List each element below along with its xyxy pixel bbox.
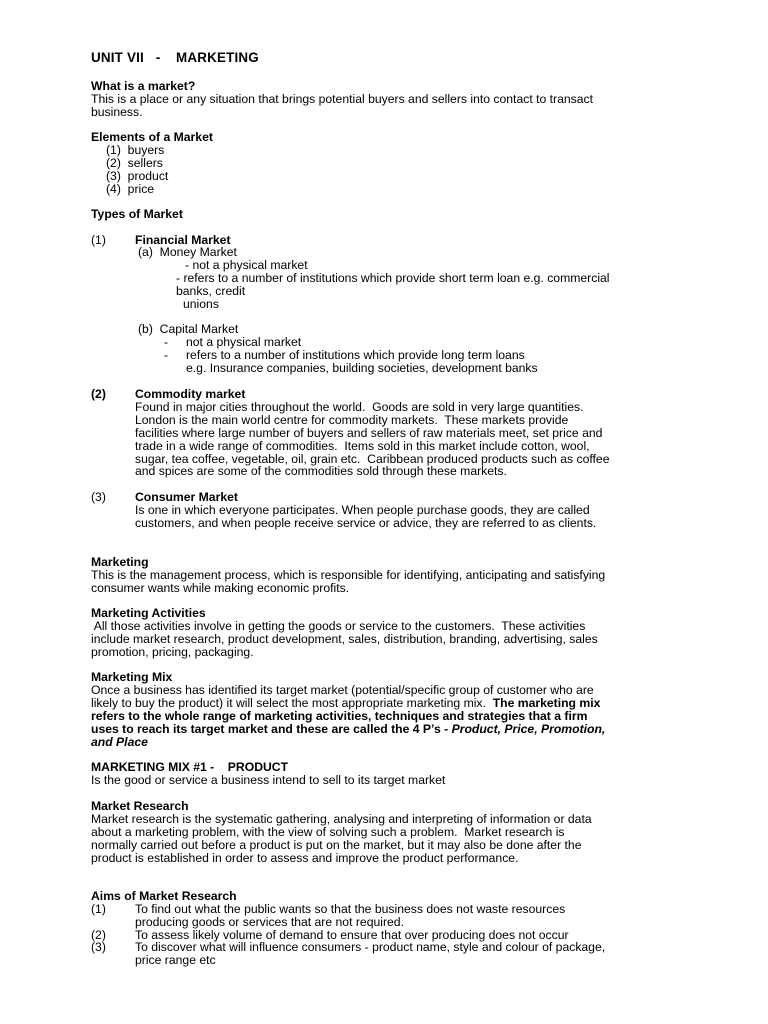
mix-line: Once a business has identified its target market (potential/specific group of customer who are (91, 683, 594, 697)
capital-market-point: e.g. Insurance companies, building societies, development banks (186, 361, 538, 375)
commodity-line: facilities where large number of buyers and sellers of raw materials meet, set price and (135, 426, 603, 440)
aims-number: (3) (91, 940, 106, 954)
market-body-line: business. (91, 105, 143, 119)
capital-market-point: refers to a number of institutions which provide long term loans (186, 348, 525, 362)
elements-heading: Elements of a Market (91, 130, 213, 144)
research-line: product is established in order to assess and improve the product performance. (91, 851, 519, 865)
money-market-point: banks, credit (176, 284, 246, 298)
mix-line: refers to the whole range of marketing activities, techniques and strategies that a firm (91, 709, 588, 723)
marketing-heading: Marketing (91, 555, 149, 569)
financial-title: Financial Market (135, 233, 231, 247)
capital-market-dash: - (164, 335, 169, 349)
product-heading: MARKETING MIX #1 - PRODUCT (91, 760, 289, 774)
research-line: normally carried out before a product is put on the market, but it may also be done after the (91, 838, 582, 852)
aims-item: producing goods or services that are not required. (135, 915, 404, 929)
types-heading: Types of Market (91, 207, 183, 221)
mix-heading: Marketing Mix (91, 670, 173, 684)
commodity-number: (2) (91, 387, 106, 401)
consumer-line: Is one in which everyone participates. When people purchase goods, they are called (135, 503, 590, 517)
aims-number: (2) (91, 928, 106, 942)
commodity-line: Found in major cities throughout the world. Goods are sold in very large quantities. (135, 400, 584, 414)
mix-line: likely to buy the product) it will select the most appropriate marketing mix. The marketing mix (91, 696, 601, 710)
capital-market-dash: - (164, 348, 169, 362)
financial-number: (1) (91, 233, 106, 247)
aims-item: price range etc (135, 953, 216, 967)
market-body-line: This is a place or any situation that brings potential buyers and sellers into contact to transact (91, 92, 593, 106)
research-line: about a marketing problem, with the view of solving such a problem. Market research is (91, 825, 565, 839)
market-heading: What is a market? (91, 79, 196, 93)
money-market-label: (a) Money Market (138, 245, 237, 259)
unit-title: UNIT VII - MARKETING (91, 50, 259, 65)
activities-line: include market research, product development, sales, distribution, branding, advertising, sales (91, 632, 598, 646)
consumer-line: customers, and when people receive service or advice, they are referred to as clients. (135, 516, 597, 530)
aims-heading: Aims of Market Research (91, 889, 237, 903)
aims-item: To find out what the public wants so that the business does not waste resources (135, 902, 566, 916)
commodity-line: London is the main world centre for commodity markets. These markets provide (135, 413, 569, 427)
capital-market-label: (b) Capital Market (138, 322, 239, 336)
elements-item: (4) price (106, 182, 155, 196)
activities-line: promotion, pricing, packaging. (91, 645, 254, 659)
elements-item: (2) sellers (106, 156, 163, 170)
research-heading: Market Research (91, 799, 189, 813)
aims-item: To discover what will influence consumers - product name, style and colour of package, (135, 940, 606, 954)
money-market-point: - not a physical market (185, 258, 308, 272)
product-line: Is the good or service a business intend to sell to its target market (91, 773, 446, 787)
money-market-point: unions (183, 297, 219, 311)
money-market-point: - refers to a number of institutions which provide short term loan e.g. commercial (176, 271, 610, 285)
activities-line: All those activities involve in getting the goods or service to the customers. These activities (91, 619, 586, 633)
capital-market-point: not a physical market (186, 335, 302, 349)
commodity-line: trade in a wide range of commodities. Items sold in this market include cotton, wool, (135, 439, 590, 453)
mix-line: and Place (91, 735, 148, 749)
commodity-line: and spices are some of the commodities sold through these markets. (135, 464, 507, 478)
consumer-number: (3) (91, 490, 106, 504)
research-line: Market research is the systematic gathering, analysing and interpreting of information or data (91, 812, 592, 826)
commodity-title: Commodity market (135, 387, 246, 401)
commodity-line: sugar, tea coffee, vegetable, oil, grain etc. Caribbean produced products such as coffee (135, 452, 610, 466)
marketing-line: This is the management process, which is responsible for identifying, anticipating and satisfying (91, 568, 606, 582)
elements-item: (1) buyers (106, 143, 165, 157)
elements-item: (3) product (106, 169, 169, 183)
activities-heading: Marketing Activities (91, 606, 206, 620)
aims-number: (1) (91, 902, 106, 916)
consumer-title: Consumer Market (135, 490, 238, 504)
marketing-line: consumer wants while making economic profits. (91, 581, 350, 595)
aims-item: To assess likely volume of demand to ensure that over producing does not occur (135, 928, 569, 942)
mix-line: uses to reach its target market and these are called the 4 P’s - Product, Price, Promotion, (91, 722, 606, 736)
